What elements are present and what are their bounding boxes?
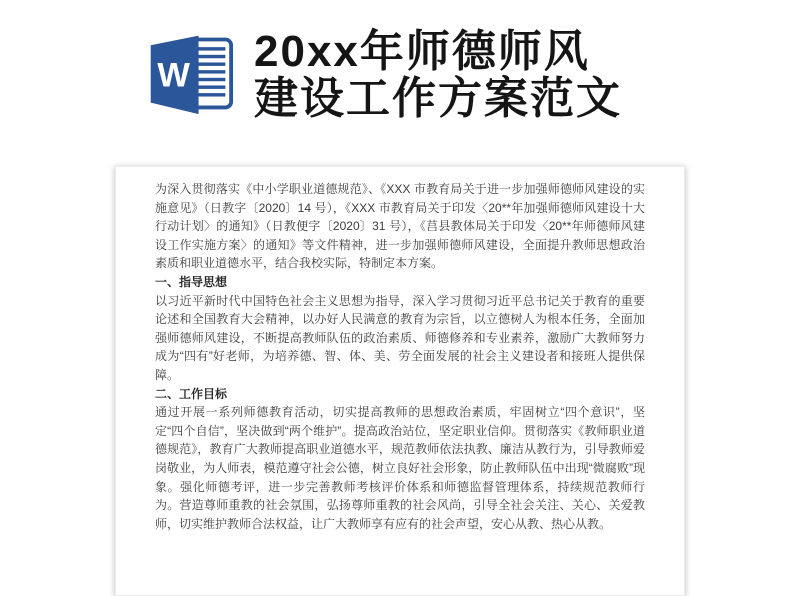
document-header [144, 28, 622, 122]
work-goals-paragraph: 通过开展一系列师德教育活动，切实提高教师的思想政治素质，牢固树立“四个意识”，坚定“四个自信”，坚决做到“两个维护”。提高政治站位，坚定职业信仰。贯彻落实《教师职业道德规范》，教育广大教师提高职业道德水平，规范教师依法执教、廉洁从教行为，引导教师爱岗敬业，为人师表，模范遵守社会公德，树立良好社会形象，防止教师队伍中出现“微腐败”现象。强化师德考评，进一步完善教师考核评价体系和师德监督管理体系，持续规范教师行为。营造尊师重教的社会氛围，弘扬尊师重教的社会风尚，引导全社会关注、关心、关爱教师，切实维护教师合法权益，让广大教师享有应有的社会声望，安心从教、热心从教。 [155, 405, 645, 531]
guiding-ideology-paragraph: 以习近平新时代中国特色社会主义思想为指导，深入学习贯彻习近平总书记关于教育的重要论述和全国教育大会精神，以办好人民满意的教育为宗旨，以立德树人为根本任务，全面加强师德师风建设，不断提高教师队伍的政治素质、师德修养和专业素养，激励广大教师努力成为“四有”好老师，为培养德、智、体、美、劳全面发展的社会主义建设者和接班人提供保障。 [155, 293, 645, 382]
intro-paragraph: 为深入贯彻落实《中小学职业道德规范》、《XXX 市教育局关于进一步加强师德师风建设的实施意见》（日教字〔2020〕14 号），《XXX 市教育局关于印发〈20**年加强师德师风建设十大行动计划〉的通知》（日教便字〔2020〕31 号），《莒县教体局关于印发〈20**年师德师风建设工作实施方案〉的通知》等文件精神，进一步加强师德师风建设，全面提升教师思想政治素质和职业道德水平，结合我校实际，特制定本方案。 [155, 182, 645, 271]
section-heading-work-goals: 二、工作目标 [155, 386, 228, 401]
page-title-line1: 20xx年师德师风 [254, 27, 590, 76]
word-icon [144, 30, 234, 116]
document-body [116, 167, 684, 533]
document-page [115, 166, 685, 596]
word-icon-letter: W [157, 56, 190, 95]
page-title [254, 28, 622, 122]
section-heading-guiding-ideology: 一、指导思想 [155, 274, 228, 289]
page-title-line2: 建设工作方案范文 [254, 74, 622, 123]
